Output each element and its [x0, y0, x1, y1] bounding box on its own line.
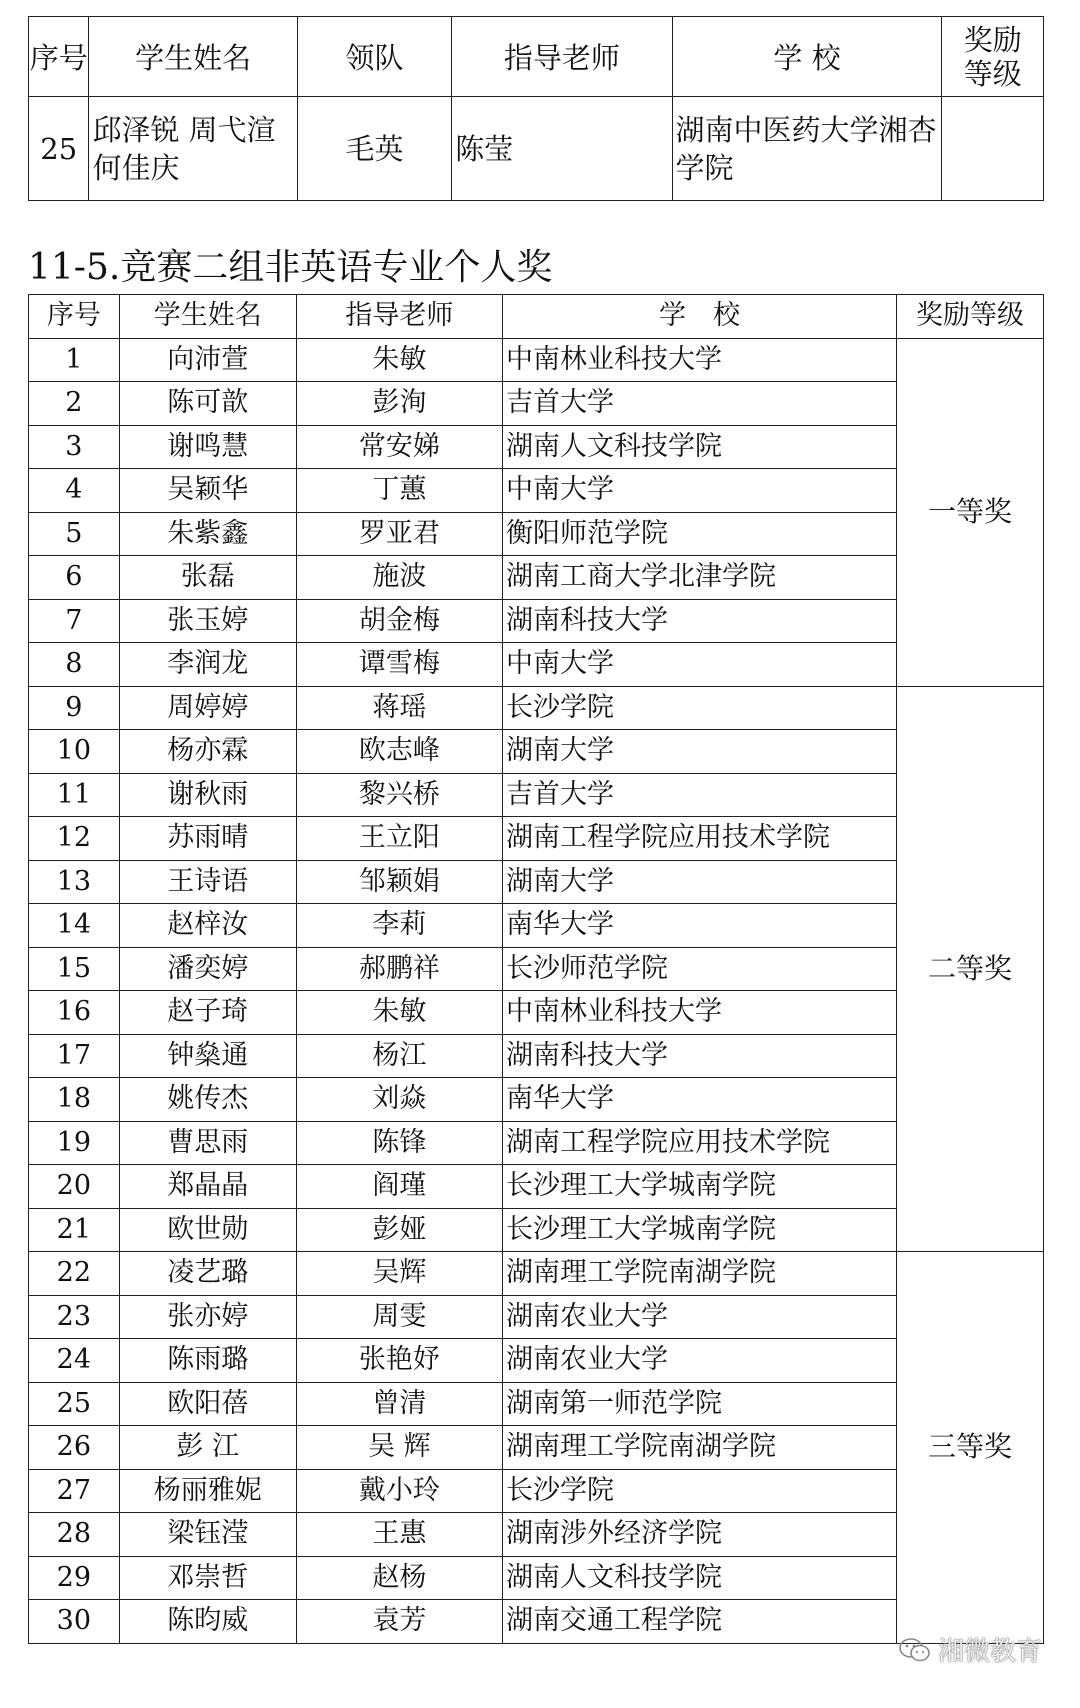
row-no: 27	[29, 1469, 120, 1513]
names-line2: 何佳庆	[92, 150, 180, 185]
header-award-line2: 等级	[963, 56, 1022, 91]
row-student-name: 欧阳蓓	[119, 1382, 296, 1426]
row-advisor: 施波	[296, 556, 502, 600]
table-row	[29, 382, 1044, 426]
header-student-names: 学生姓名	[89, 17, 297, 97]
row-no: 12	[29, 817, 120, 861]
header-student-name: 学生姓名	[119, 295, 296, 339]
row-no: 19	[29, 1121, 120, 1165]
row-student-name: 陈可歆	[119, 382, 296, 426]
row-school: 湖南科技大学	[503, 599, 897, 643]
row-student-name: 赵梓汝	[119, 904, 296, 948]
row-student-name: 李润龙	[119, 643, 296, 687]
school-line2: 学院	[675, 150, 734, 185]
table-row	[29, 338, 1044, 382]
row-advisor: 赵杨	[296, 1556, 502, 1600]
watermark	[898, 1631, 1042, 1668]
row-advisor: 邹颖娟	[296, 860, 502, 904]
row-no: 26	[29, 1426, 120, 1470]
header-no: 序号	[29, 17, 89, 97]
row-advisor: 黎兴桥	[296, 773, 502, 817]
row-school: 湖南农业大学	[503, 1339, 897, 1383]
row-school: 湖南大学	[503, 730, 897, 774]
row-school: 中南林业科技大学	[503, 991, 897, 1035]
table-row	[29, 1165, 1044, 1209]
row-no: 15	[29, 947, 120, 991]
row-advisor: 欧志峰	[296, 730, 502, 774]
row-school: 湖南理工学院南湖学院	[503, 1252, 897, 1296]
names-line1: 邱泽锐 周弋渲	[92, 112, 276, 147]
row-no: 17	[29, 1034, 120, 1078]
row-school: 南华大学	[503, 1078, 897, 1122]
row-advisor: 阎瑾	[296, 1165, 502, 1209]
row-no: 10	[29, 730, 120, 774]
table-header-row	[29, 17, 1044, 97]
row-no: 29	[29, 1556, 120, 1600]
row-no: 16	[29, 991, 120, 1035]
row-advisor: 朱敏	[296, 991, 502, 1035]
table-row	[29, 991, 1044, 1035]
row-school: 湖南涉外经济学院	[503, 1513, 897, 1557]
row-advisor: 罗亚君	[296, 512, 502, 556]
row-student-name: 彭 江	[119, 1426, 296, 1470]
header-school: 学 校	[503, 295, 897, 339]
row-no: 9	[29, 686, 120, 730]
row-student-name: 朱紫鑫	[119, 512, 296, 556]
row-student-name: 王诗语	[119, 860, 296, 904]
row-school: 长沙理工大学城南学院	[503, 1165, 897, 1209]
row-student-name: 邓崇哲	[119, 1556, 296, 1600]
row-advisor: 陈莹	[452, 97, 672, 201]
row-student-name: 潘奕婷	[119, 947, 296, 991]
row-no: 13	[29, 860, 120, 904]
row-school: 长沙师范学院	[503, 947, 897, 991]
table-row	[29, 556, 1044, 600]
row-advisor: 曾清	[296, 1382, 502, 1426]
row-advisor: 彭娅	[296, 1208, 502, 1252]
row-advisor: 李莉	[296, 904, 502, 948]
row-no: 25	[29, 97, 89, 201]
row-no: 2	[29, 382, 120, 426]
table-row	[29, 1208, 1044, 1252]
table-header-row	[29, 295, 1044, 339]
award-level-cell: 三等奖	[897, 1252, 1044, 1644]
row-no: 4	[29, 469, 120, 513]
row-school: 湖南交通工程学院	[503, 1600, 897, 1644]
row-advisor: 张艳妤	[296, 1339, 502, 1383]
wechat-icon	[898, 1637, 932, 1663]
row-advisor: 王惠	[296, 1513, 502, 1557]
team-award-table	[28, 16, 1044, 201]
row-student-name: 谢鸣慧	[119, 425, 296, 469]
row-student-name: 曹思雨	[119, 1121, 296, 1165]
table-row	[29, 773, 1044, 817]
row-student-name: 张磊	[119, 556, 296, 600]
row-student-name: 张亦婷	[119, 1295, 296, 1339]
row-award	[942, 97, 1044, 201]
row-student-name: 苏雨晴	[119, 817, 296, 861]
table-row	[29, 860, 1044, 904]
row-advisor: 杨江	[296, 1034, 502, 1078]
individual-award-table	[28, 294, 1044, 1644]
header-advisor: 指导老师	[296, 295, 502, 339]
row-student-name: 周婷婷	[119, 686, 296, 730]
row-leader: 毛英	[297, 97, 451, 201]
row-no: 20	[29, 1165, 120, 1209]
row-no: 23	[29, 1295, 120, 1339]
table-row	[29, 469, 1044, 513]
row-no: 14	[29, 904, 120, 948]
row-school: 衡阳师范学院	[503, 512, 897, 556]
row-student-name: 陈昀威	[119, 1600, 296, 1644]
row-advisor: 陈锋	[296, 1121, 502, 1165]
row-school: 湖南人文科技学院	[503, 425, 897, 469]
table-row	[29, 97, 1044, 201]
watermark-text: 湘微教育	[937, 1637, 1042, 1667]
row-school: 湖南理工学院南湖学院	[503, 1426, 897, 1470]
row-advisor: 彭洵	[296, 382, 502, 426]
table-row	[29, 947, 1044, 991]
row-student-name: 杨亦霖	[119, 730, 296, 774]
row-no: 3	[29, 425, 120, 469]
table-row	[29, 686, 1044, 730]
table-row	[29, 1295, 1044, 1339]
row-school: 湖南人文科技学院	[503, 1556, 897, 1600]
row-no: 24	[29, 1339, 120, 1383]
row-advisor: 胡金梅	[296, 599, 502, 643]
row-student-name: 钟燊通	[119, 1034, 296, 1078]
table-row	[29, 730, 1044, 774]
row-no: 11	[29, 773, 120, 817]
row-school: 南华大学	[503, 904, 897, 948]
row-advisor: 丁蕙	[296, 469, 502, 513]
table-row	[29, 1034, 1044, 1078]
row-no: 22	[29, 1252, 120, 1296]
row-advisor: 谭雪梅	[296, 643, 502, 687]
section-title: 11-5.竞赛二组非英语专业个人奖	[28, 247, 553, 288]
row-no: 6	[29, 556, 120, 600]
table-row	[29, 1426, 1044, 1470]
row-no: 30	[29, 1600, 120, 1644]
table-row	[29, 1252, 1044, 1296]
row-student-name: 杨丽雅妮	[119, 1469, 296, 1513]
row-school: 中南林业科技大学	[503, 338, 897, 382]
row-advisor: 周雯	[296, 1295, 502, 1339]
header-award-level	[942, 17, 1044, 97]
school-line1: 湖南中医药大学湘杏	[675, 112, 937, 147]
row-advisor: 郝鹏祥	[296, 947, 502, 991]
row-student-name: 凌艺璐	[119, 1252, 296, 1296]
row-student-name: 姚传杰	[119, 1078, 296, 1122]
row-no: 28	[29, 1513, 120, 1557]
table-row	[29, 599, 1044, 643]
row-student-name: 张玉婷	[119, 599, 296, 643]
row-school: 长沙学院	[503, 686, 897, 730]
row-no: 21	[29, 1208, 120, 1252]
row-school: 湖南工程学院应用技术学院	[503, 1121, 897, 1165]
row-school: 吉首大学	[503, 773, 897, 817]
row-advisor: 吴 辉	[296, 1426, 502, 1470]
row-no: 5	[29, 512, 120, 556]
row-no: 1	[29, 338, 120, 382]
row-school: 长沙理工大学城南学院	[503, 1208, 897, 1252]
row-school: 湖南科技大学	[503, 1034, 897, 1078]
table-row	[29, 1600, 1044, 1644]
table-row	[29, 643, 1044, 687]
row-school: 湖南农业大学	[503, 1295, 897, 1339]
row-school: 湖南工程学院应用技术学院	[503, 817, 897, 861]
row-school: 湖南工商大学北津学院	[503, 556, 897, 600]
table-row	[29, 817, 1044, 861]
award-level-cell: 一等奖	[897, 338, 1044, 686]
row-advisor: 蒋瑶	[296, 686, 502, 730]
row-student-name: 向沛萱	[119, 338, 296, 382]
row-school: 中南大学	[503, 469, 897, 513]
table-row	[29, 1382, 1044, 1426]
row-school: 长沙学院	[503, 1469, 897, 1513]
row-student-names	[89, 97, 297, 201]
table-row	[29, 1556, 1044, 1600]
row-school: 湖南大学	[503, 860, 897, 904]
row-school: 中南大学	[503, 643, 897, 687]
row-advisor: 袁芳	[296, 1600, 502, 1644]
row-student-name: 吴颖华	[119, 469, 296, 513]
row-no: 18	[29, 1078, 120, 1122]
table-row	[29, 512, 1044, 556]
table-row	[29, 1121, 1044, 1165]
header-school: 学 校	[672, 17, 942, 97]
header-award-line1: 奖励	[963, 22, 1022, 57]
row-student-name: 欧世勋	[119, 1208, 296, 1252]
table-row	[29, 1469, 1044, 1513]
row-student-name: 梁钰滢	[119, 1513, 296, 1557]
row-advisor: 吴辉	[296, 1252, 502, 1296]
award-level-cell: 二等奖	[897, 686, 1044, 1252]
table-row	[29, 1078, 1044, 1122]
row-no: 8	[29, 643, 120, 687]
row-no: 25	[29, 1382, 120, 1426]
row-advisor: 朱敏	[296, 338, 502, 382]
header-leader: 领队	[297, 17, 451, 97]
table-row	[29, 1339, 1044, 1383]
row-student-name: 陈雨璐	[119, 1339, 296, 1383]
row-advisor: 常安娣	[296, 425, 502, 469]
row-student-name: 谢秋雨	[119, 773, 296, 817]
header-award-level: 奖励等级	[897, 295, 1044, 339]
header-no: 序号	[29, 295, 120, 339]
row-student-name: 郑晶晶	[119, 1165, 296, 1209]
row-advisor: 刘焱	[296, 1078, 502, 1122]
table-row	[29, 904, 1044, 948]
table-row	[29, 1513, 1044, 1557]
table-row	[29, 425, 1044, 469]
row-advisor: 戴小玲	[296, 1469, 502, 1513]
row-school	[672, 97, 942, 201]
row-no: 7	[29, 599, 120, 643]
header-advisor: 指导老师	[452, 17, 672, 97]
row-advisor: 王立阳	[296, 817, 502, 861]
row-student-name: 赵子琦	[119, 991, 296, 1035]
row-school: 湖南第一师范学院	[503, 1382, 897, 1426]
row-school: 吉首大学	[503, 382, 897, 426]
individual-award-rows	[29, 338, 1044, 1643]
